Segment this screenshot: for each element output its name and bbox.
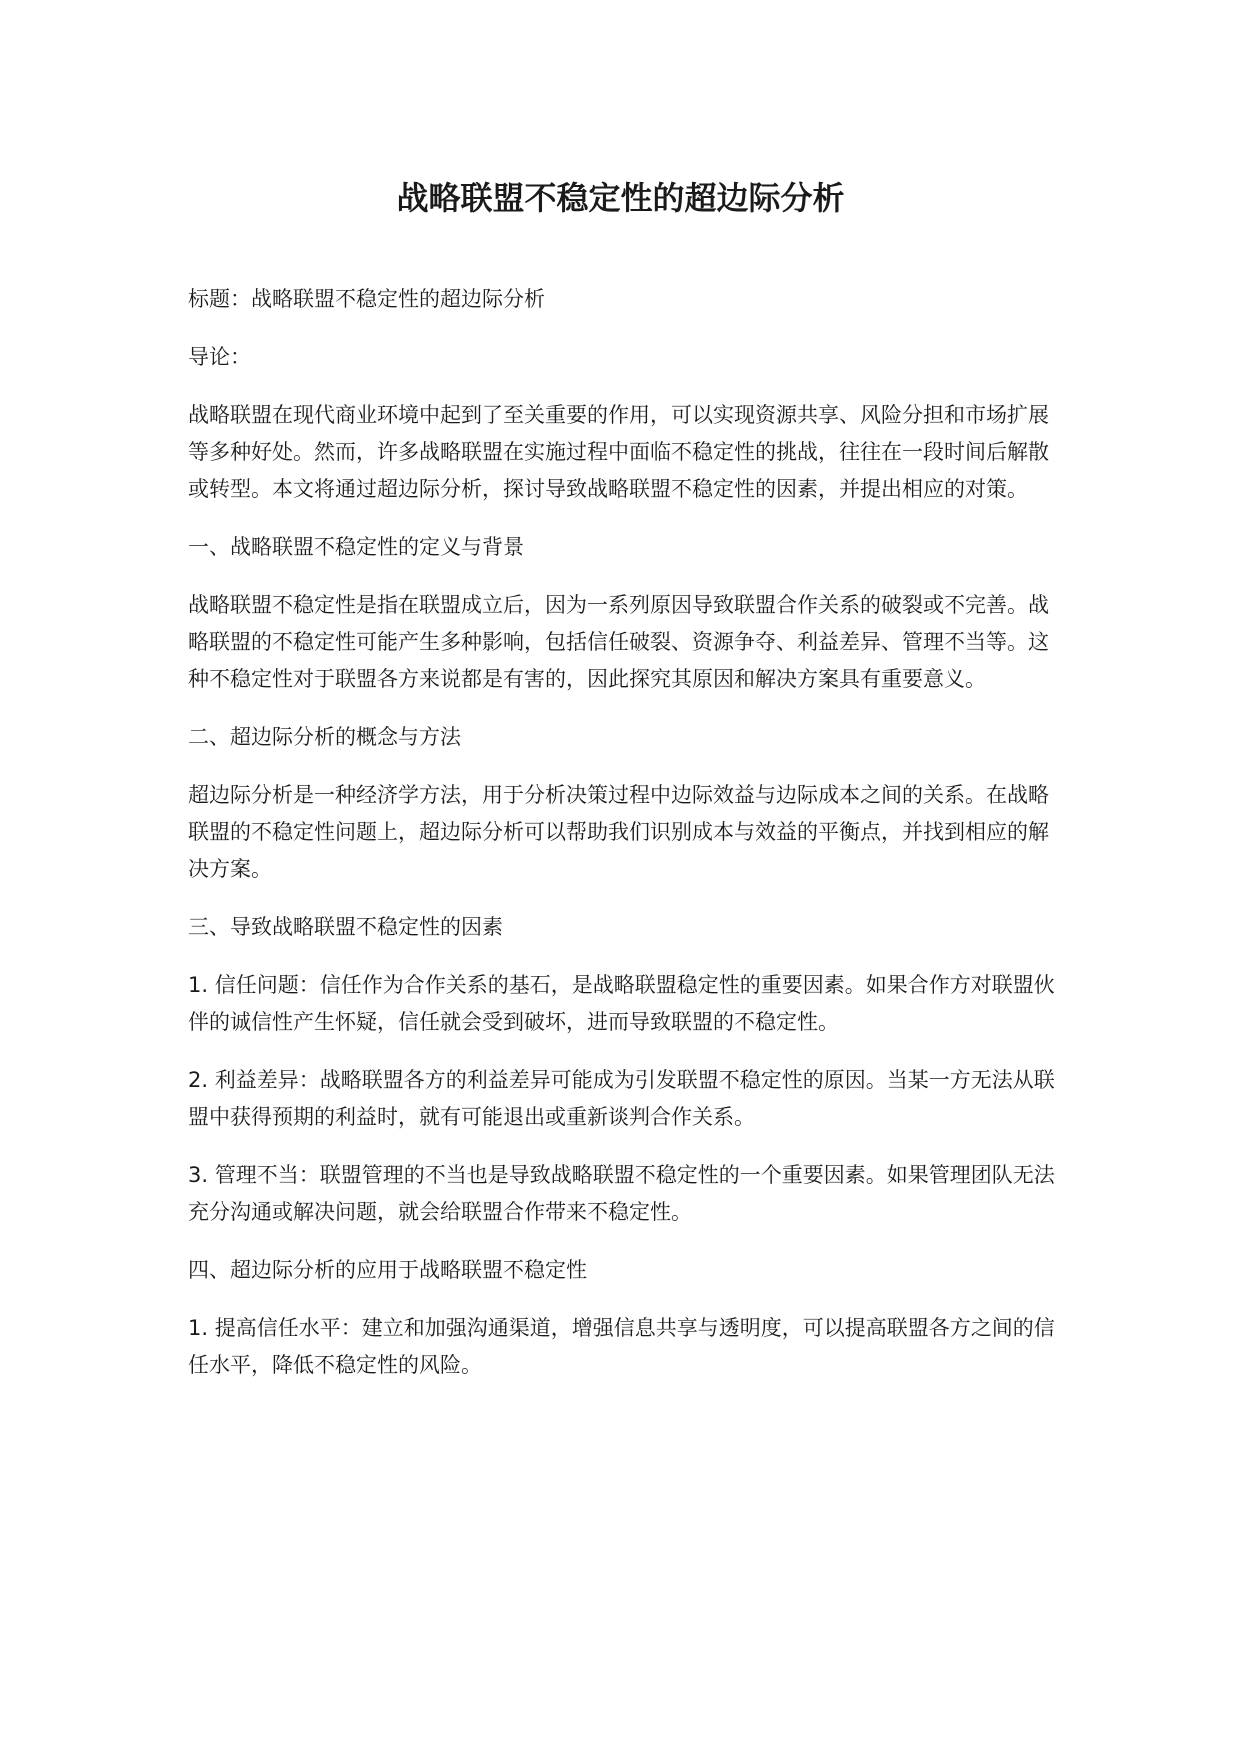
application-item-1: 1. 提高信任水平：建立和加强沟通渠道，增强信息共享与透明度，可以提高联盟各方之间的信任水平，降低不稳定性的风险。 [188,1316,1055,1377]
factor-item-1: 1. 信任问题：信任作为合作关系的基石，是战略联盟稳定性的重要因素。如果合作方对联盟伙伴的诚信性产生怀疑，信任就会受到破坏，进而导致联盟的不稳定性。 [188,973,1055,1034]
introduction-heading: 导论： [188,345,251,369]
section-paragraph-2: 超边际分析是一种经济学方法，用于分析决策过程中边际效益与边际成本之间的关系。在战略联盟的不稳定性问题上，超边际分析可以帮助我们识别成本与效益的平衡点，并找到相应的解决方案。 [188,783,1049,881]
section-heading-4: 四、超边际分析的应用于战略联盟不稳定性 [188,1258,587,1282]
section-paragraph-1: 战略联盟不稳定性是指在联盟成立后，因为一系列原因导致联盟合作关系的破裂或不完善。战略联盟的不稳定性可能产生多种影响，包括信任破裂、资源争夺、利益差异、管理不当等。这种不稳定性对于联盟各方来说都是有害的，因此探究其原因和解决方案具有重要意义。 [188,593,1049,691]
section-heading-1: 一、战略联盟不稳定性的定义与背景 [188,535,524,559]
factor-item-2: 2. 利益差异：战略联盟各方的利益差异可能成为引发联盟不稳定性的原因。当某一方无法从联盟中获得预期的利益时，就有可能退出或重新谈判合作关系。 [188,1068,1055,1129]
introduction-paragraph: 战略联盟在现代商业环境中起到了至关重要的作用，可以实现资源共享、风险分担和市场扩展等多种好处。然而，许多战略联盟在实施过程中面临不稳定性的挑战，往往在一段时间后解散或转型。本文将通过超边际分析，探讨导致战略联盟不稳定性的因素，并提出相应的对策。 [188,403,1049,501]
document-title: 战略联盟不稳定性的超边际分析 [396,179,845,217]
section-heading-2: 二、超边际分析的概念与方法 [188,725,461,749]
factor-item-3: 3. 管理不当：联盟管理的不当也是导致战略联盟不稳定性的一个重要因素。如果管理团队无法充分沟通或解决问题，就会给联盟合作带来不稳定性。 [188,1163,1055,1224]
document-body [188,281,1068,1405]
section-heading-3: 三、导致战略联盟不稳定性的因素 [188,915,503,939]
subject-line: 标题：战略联盟不稳定性的超边际分析 [188,287,545,311]
